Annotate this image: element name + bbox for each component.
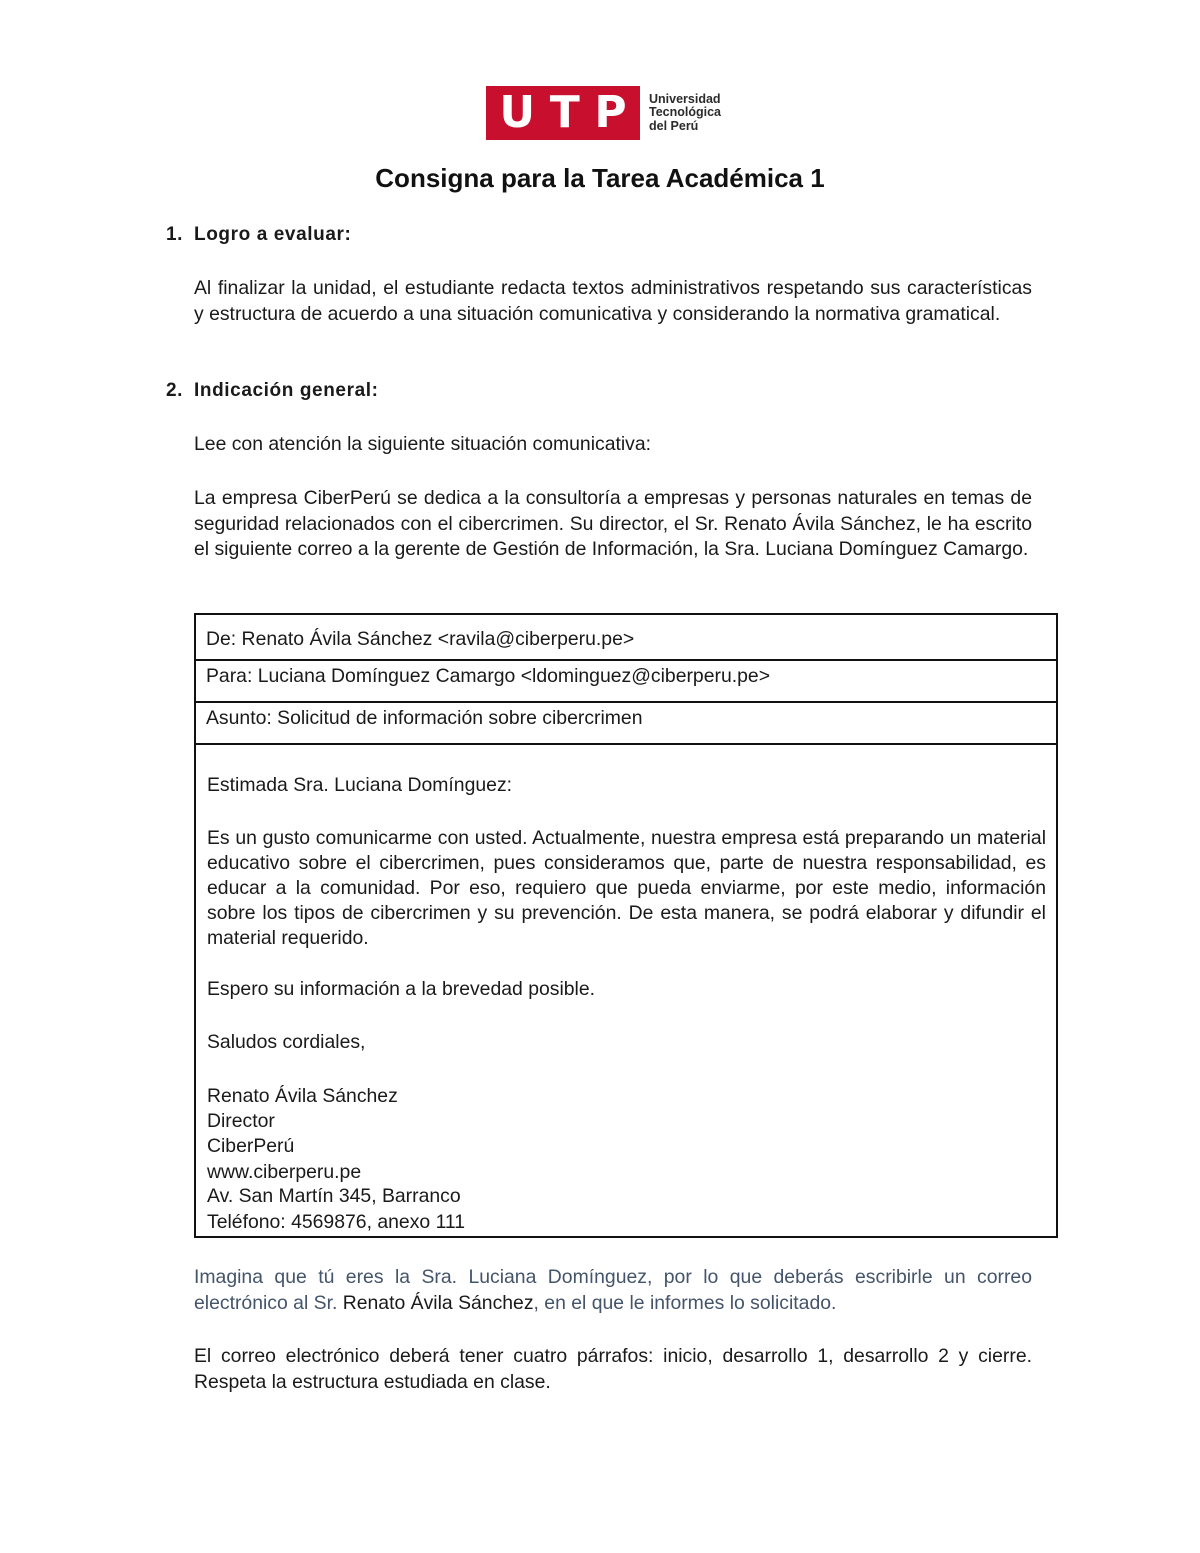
email-greeting: Estimada Sra. Luciana Domínguez: [207, 774, 513, 796]
section-1-number: 1. [166, 224, 184, 245]
section-1-title: Logro a evaluar: [194, 224, 352, 245]
section-2-heading [166, 378, 379, 404]
instruction-requirement: El correo electrónico deberá tener cuatro párrafos: inicio, desarrollo 1, desarrollo 2 y cierre. Respeta la estructura estudiada en clase. [194, 1345, 1032, 1393]
email-from-row [196, 615, 1056, 661]
email-body: Es un gusto comunicarme con usted. Actualmente, nuestra empresa está preparando un material educativo sobre el cibercrimen, pues consideramos que, parte de nuestra responsabilidad, es educar a la comunidad. Por eso, requiero que pueda enviarme, por este medio, información sobre los tipos de cibercrimen y su prevención. De esta manera, se podrá elaborar y difundir el material requerido. [207, 827, 1046, 949]
signature-website: www.ciberperu.pe [207, 1161, 362, 1183]
logo-line-1: Universidad [649, 91, 721, 106]
utp-logo [486, 86, 721, 140]
section-2-number: 2. [166, 380, 184, 401]
signature-name: Renato Ávila Sánchez [207, 1085, 398, 1107]
email-to: Para: Luciana Domínguez Camargo <ldominguez@ciberperu.pe> [206, 665, 771, 687]
email-sign-off: Saludos cordiales, [207, 1031, 366, 1053]
instruction-imagine-part1: Imagina que tú eres la Sra. Luciana Domínguez, por lo que deberás escribirle un correo electrónico al Sr. [194, 1266, 1032, 1314]
email-to-row [196, 661, 1056, 703]
instruction-imagine [194, 1265, 1032, 1316]
email-from: De: Renato Ávila Sánchez <ravila@ciberperu.pe> [206, 628, 635, 650]
section-1-heading [166, 222, 351, 248]
instruction-imagine-part2: , en el que le informes lo solicitado. [533, 1291, 837, 1314]
logo-line-3: del Perú [649, 118, 699, 133]
instruction-imagine-name: Renato Ávila Sánchez [342, 1291, 534, 1314]
page-title: Consigna para la Tarea Académica 1 [375, 163, 825, 193]
logo-letter-p: P [594, 87, 627, 138]
logo-letter-u: U [499, 87, 536, 138]
signature-company: CiberPerú [207, 1135, 295, 1157]
signature-address: Av. San Martín 345, Barranco [207, 1185, 461, 1207]
email-table [194, 613, 1058, 1238]
section-2-title: Indicación general: [194, 380, 379, 401]
section-2-intro: Lee con atención la siguiente situación comunicativa: [194, 433, 652, 455]
section-2-situation: La empresa CiberPerú se dedica a la consultoría a empresas y personas naturales en temas de seguridad relacionados con el cibercrimen. Su director, el Sr. Renato Ávila Sánchez, le ha escrito el siguiente correo a la gerente de Gestión de Información, la Sra. Luciana Domínguez Camargo. [194, 487, 1032, 561]
signature-phone: Teléfono: 4569876, anexo 111 [207, 1211, 466, 1233]
logo-wordmark [649, 93, 721, 134]
email-closing-request: Espero su información a la brevedad posible. [207, 978, 596, 1000]
section-1-text: Al finalizar la unidad, el estudiante redacta textos administrativos respetando sus características y estructura de acuerdo a una situación comunicativa y considerando la normativa gramatical. [194, 277, 1032, 325]
email-subject-row [196, 703, 1056, 745]
logo-letter-t: T [549, 87, 580, 138]
logo-line-2: Tecnológica [649, 105, 722, 120]
email-subject: Asunto: Solicitud de información sobre cibercrimen [206, 707, 643, 729]
signature-role: Director [207, 1110, 275, 1132]
utp-logo-mark [486, 86, 640, 140]
